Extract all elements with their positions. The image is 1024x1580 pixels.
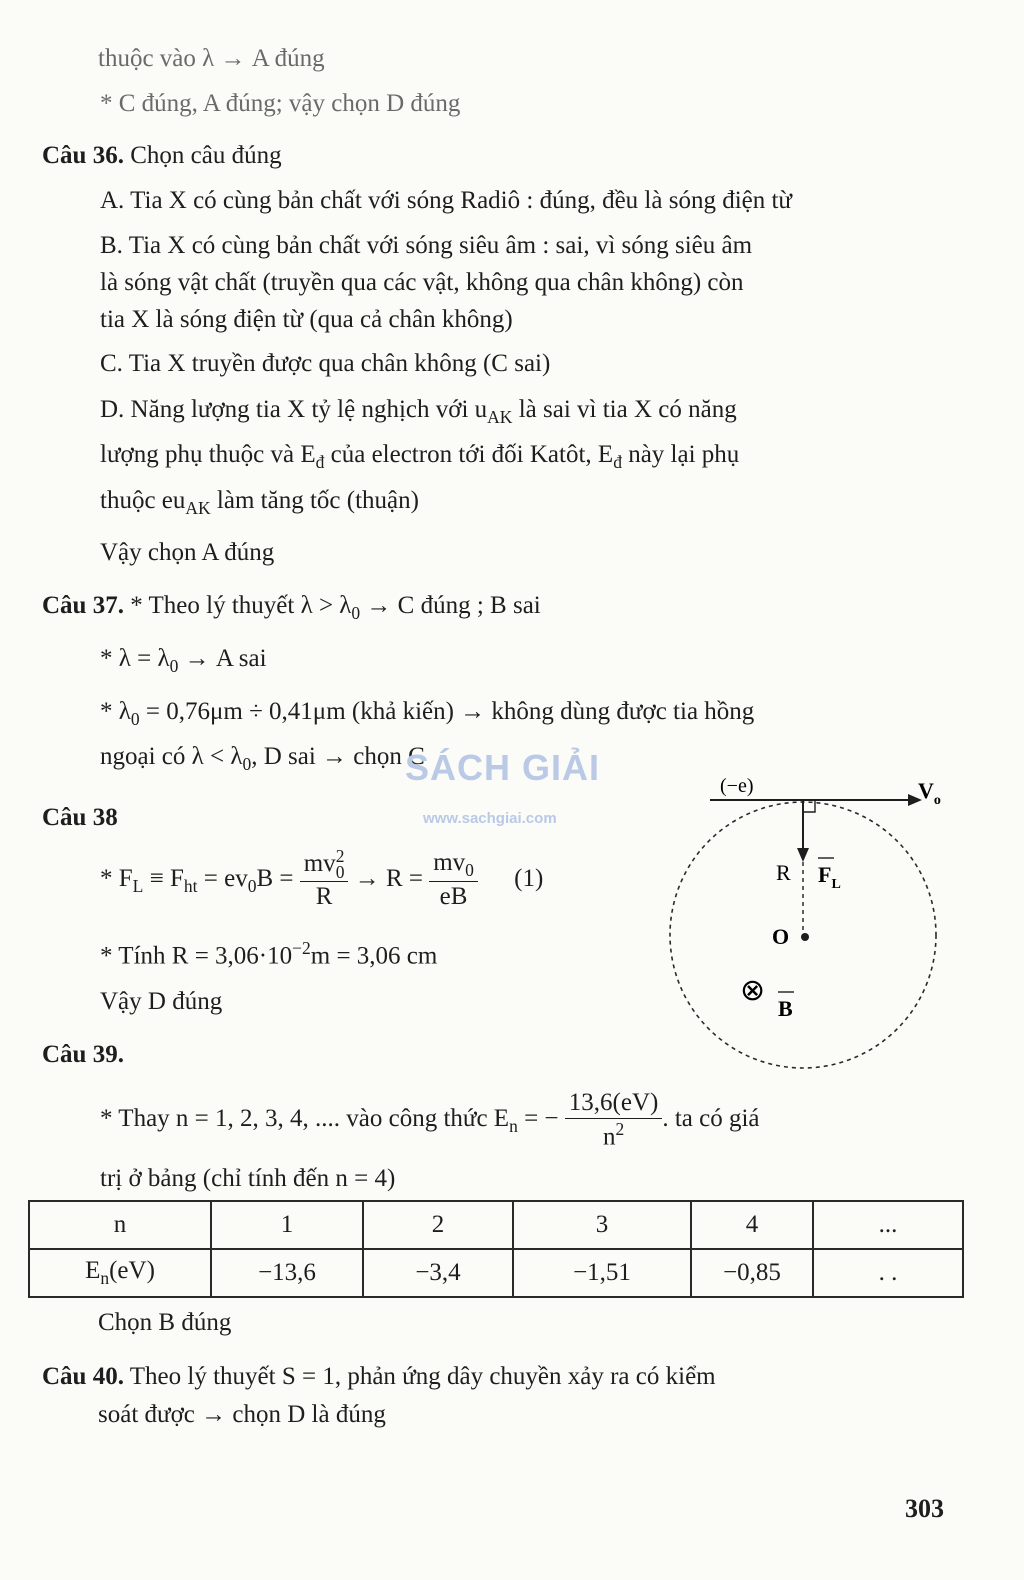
text-line: thuộc vào λ → A đúng (98, 45, 325, 72)
denominator: n (602, 1123, 616, 1151)
fraction (300, 846, 349, 912)
subscript: 0 (247, 875, 257, 896)
subscript: AK (487, 407, 513, 428)
answer-line: Vậy chọn A đúng (100, 539, 275, 566)
page-number: 303 (905, 1494, 944, 1523)
table-cell: ... (813, 1201, 963, 1249)
watermark-logo (405, 738, 615, 828)
table-row (29, 1201, 963, 1249)
text-line: C. Tia X truyền được qua chân không (C sai) (100, 350, 551, 377)
force-label (818, 862, 841, 892)
text-span: = ev (197, 864, 248, 892)
subscript: 0 (169, 656, 179, 677)
field-into-page-icon: ⊗ (740, 973, 766, 1008)
question-39-label: Câu 39. (42, 1041, 124, 1068)
text-line: là sóng vật chất (truyền qua các vật, không qua chân không) còn (100, 269, 744, 296)
text-span: làm tăng tốc (thuận) (210, 487, 419, 514)
text-line (100, 742, 425, 775)
text-span: lượng phụ thuộc và E (100, 441, 316, 468)
subscript: 0 (465, 860, 474, 881)
text-span: (eV) (109, 1257, 155, 1285)
question-label: Câu 36. (42, 142, 124, 169)
text-line: soát được → chọn D là đúng (98, 1401, 386, 1428)
superscript: −2 (292, 938, 311, 958)
text-line: A. Tia X có cùng bản chất với sóng Radiô : đúng, đều là sóng điện từ (100, 187, 792, 214)
question-label: Câu 40. (42, 1363, 124, 1390)
text-span: này lại phụ (621, 441, 740, 468)
denominator: eB (439, 883, 468, 911)
table-cell: −13,6 (211, 1249, 363, 1297)
text-line (100, 395, 737, 428)
text-span: E (85, 1257, 101, 1285)
question-37 (42, 591, 541, 624)
denominator: R (315, 882, 333, 910)
text-span: , D sai → chọn C (251, 743, 425, 770)
superscript: 2 (335, 846, 345, 867)
text-span: * Thay n = 1, 2, 3, 4, .... vào công thức E (100, 1105, 510, 1133)
text-span: m = 3,06 cm (310, 942, 438, 970)
text-line: * C đúng, A đúng; vậy chọn D đúng (100, 90, 461, 117)
text-span: → R = (354, 864, 423, 892)
fraction (429, 848, 478, 912)
force-arrowhead (797, 848, 809, 862)
subscript: đ (613, 452, 622, 473)
answer-line: Chọn B đúng (98, 1309, 232, 1336)
subscript: 0 (130, 709, 140, 730)
charge-label: (−e) (720, 775, 754, 797)
text-line (100, 644, 267, 677)
text-span: . ta có giá (662, 1105, 760, 1133)
text-span: là sai vì tia X có năng (512, 396, 737, 423)
question-36 (42, 141, 282, 171)
energy-level-table (28, 1200, 964, 1298)
text-span: → A sai (178, 645, 267, 672)
text-span: * F (100, 864, 133, 892)
text-span: Theo lý thuyết S = 1, phản ứng dây chuyền xảy ra có kiểm (123, 1363, 716, 1390)
question-label: Câu 37. (42, 592, 124, 619)
text-line: B. Tia X có cùng bản chất với sóng siêu âm : sai, vì sóng siêu âm (100, 232, 753, 259)
velocity-subscript: o (933, 793, 941, 808)
superscript: 2 (615, 1119, 625, 1139)
text-span: = − (517, 1105, 559, 1133)
question-38-label: Câu 38 (42, 804, 118, 831)
subscript: 0 (335, 861, 345, 882)
subscript: L (132, 875, 144, 896)
text-line: trị ở bảng (chỉ tính đến n = 4) (100, 1165, 396, 1192)
subscript: n (100, 1268, 110, 1289)
subscript: AK (185, 498, 211, 519)
text-span: của electron tới đối Katôt, E (324, 441, 614, 468)
text-span: = 0,76μm ÷ 0,41μm (khả kiến) → không dùng được tia hồng (139, 698, 755, 725)
table-cell: −0,85 (691, 1249, 813, 1297)
text-span: B = (256, 864, 294, 892)
force-subscript: L (831, 877, 841, 892)
velocity-symbol: V (918, 778, 934, 803)
text-span: ngoại có λ < λ (100, 743, 243, 770)
table-cell: 2 (363, 1201, 513, 1249)
table-cell: 3 (513, 1201, 691, 1249)
table-row (29, 1249, 963, 1297)
watermark-text: SÁCH GIẢI (405, 747, 601, 788)
text-span: * Tính R = 3,06·10 (100, 942, 293, 970)
force-symbol: F (818, 862, 832, 887)
text-span: → C đúng ; B sai (360, 592, 541, 619)
subscript: 0 (351, 603, 361, 624)
velocity-label (918, 778, 941, 808)
numerator: mv (303, 849, 336, 877)
question-40 (42, 1362, 716, 1392)
subscript: đ (315, 452, 325, 473)
question-title: Chọn câu đúng (123, 142, 282, 169)
text-span: * Theo lý thuyết λ > λ (123, 592, 352, 619)
subscript: 0 (242, 754, 252, 775)
subscript: ht (183, 875, 198, 896)
text-span: * λ (100, 698, 131, 725)
equation-number: (1) (514, 864, 544, 892)
text-line (100, 486, 419, 519)
field-label: B (778, 996, 793, 1021)
table-cell: n (29, 1201, 211, 1249)
watermark-url: www.sachgiai.com (423, 810, 557, 827)
text-line (100, 697, 754, 730)
subscript: n (509, 1116, 518, 1137)
table-cell: . . (813, 1249, 963, 1297)
numerator: 13,6(eV) (565, 1088, 663, 1119)
answer-line: Vậy D đúng (100, 988, 223, 1015)
table-cell: 1 (211, 1201, 363, 1249)
text-span: * λ = λ (100, 645, 170, 672)
text-span: D. Năng lượng tia X tỷ lệ nghịch với u (100, 396, 488, 423)
table-cell: 4 (691, 1201, 813, 1249)
text-line (100, 938, 437, 972)
table-cell (29, 1249, 211, 1297)
magnetic-field-diagram (660, 770, 960, 1070)
numerator: mv (433, 849, 466, 876)
text-line (100, 440, 739, 473)
text-line: tia X là sóng điện từ (qua cả chân không) (100, 306, 513, 333)
center-label: O (772, 924, 790, 949)
fraction (565, 1088, 663, 1153)
center-point (801, 933, 809, 941)
text-span: thuộc eu (100, 487, 186, 514)
table-cell: −3,4 (363, 1249, 513, 1297)
formula-line (100, 848, 543, 912)
text-span: ≡ F (143, 864, 184, 892)
formula-line (100, 1088, 760, 1153)
table-cell: −1,51 (513, 1249, 691, 1297)
radius-label: R (776, 860, 791, 885)
